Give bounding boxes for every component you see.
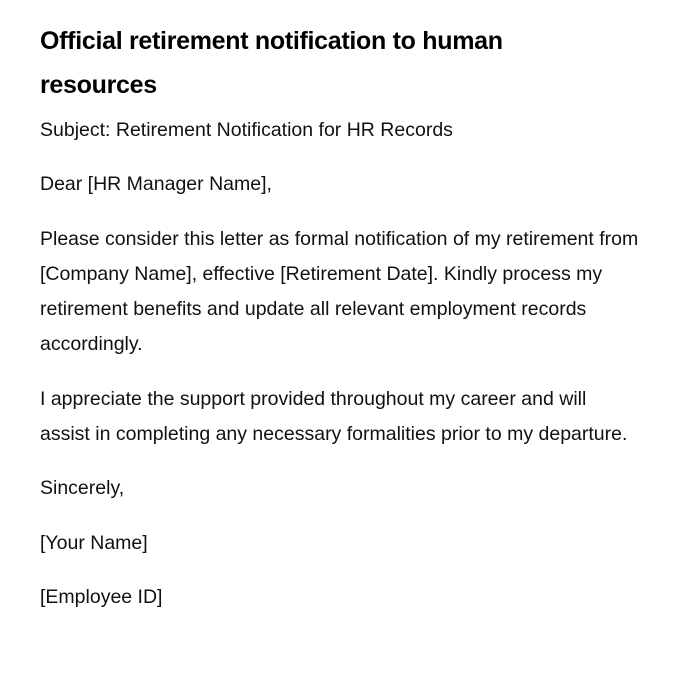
body-paragraph-appreciation: I appreciate the support provided throughout my career and will assist in completing any necessary formalities prior to my departure. xyxy=(40,387,628,446)
employee-id: [Employee ID] xyxy=(40,585,163,608)
document-title: Official retirement notification to human resources xyxy=(40,27,503,99)
salutation: Dear [HR Manager Name], xyxy=(40,173,272,196)
subject-line: Subject: Retirement Notification for HR Records xyxy=(40,119,453,141)
closing: Sincerely, xyxy=(40,477,125,500)
body-paragraph-notification: Please consider this letter as formal notification of my retirement from [Company Name], effective [Retirement Date]. Kindly process my retirement benefits and update all relevant employment records accordingly. xyxy=(40,227,639,356)
signature-name: [Your Name] xyxy=(40,531,148,554)
